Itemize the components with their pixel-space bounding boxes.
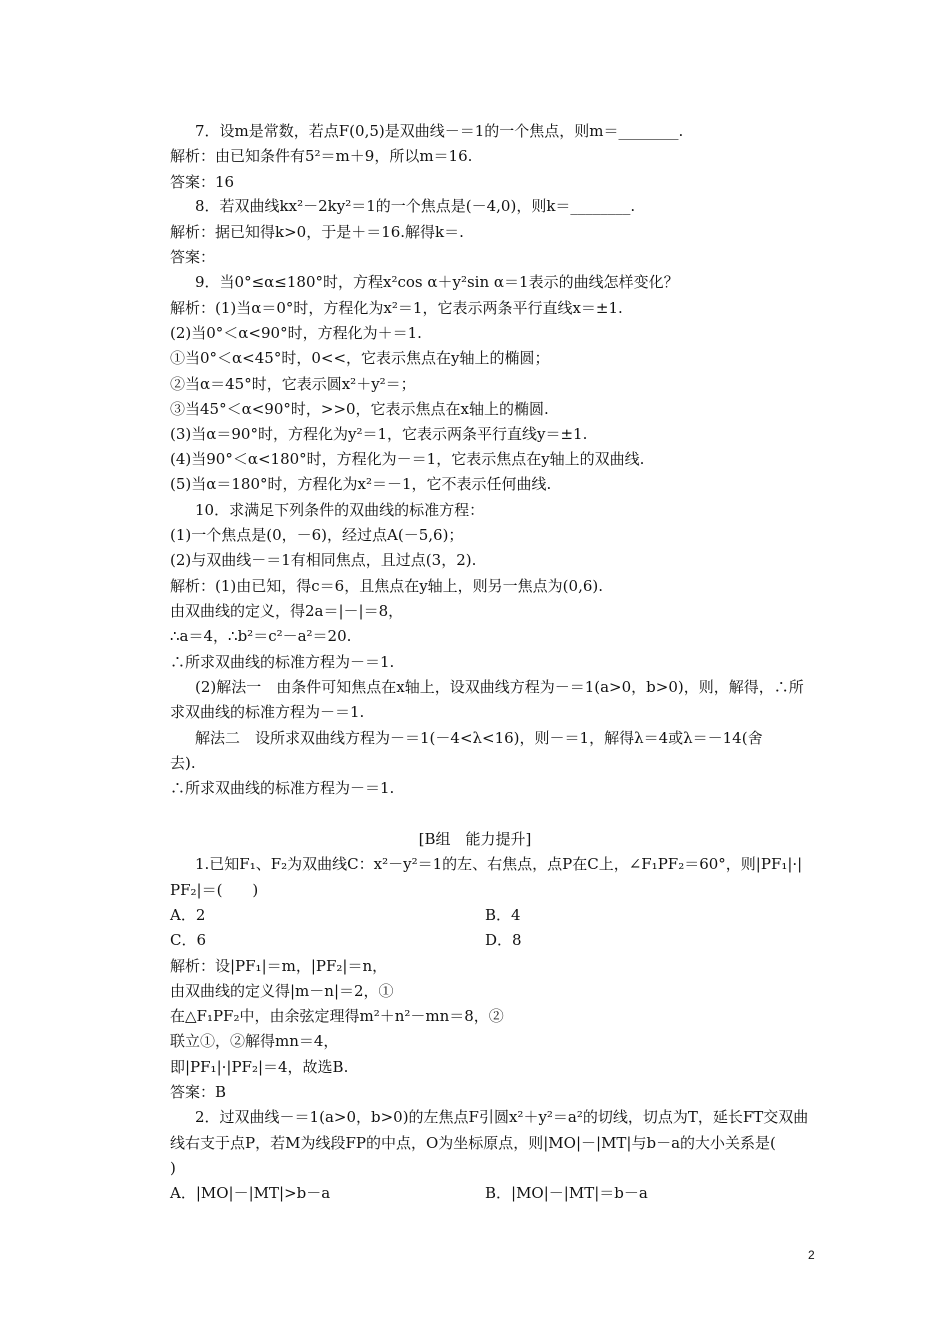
q10-solution-line: 由双曲线的定义，得2a＝|－|＝8， xyxy=(170,602,404,620)
option-a: A．|MO|－|MT|>b－a xyxy=(170,1184,331,1202)
q10-part: (2)与双曲线－＝1有相同焦点，且过点(3，2). xyxy=(170,551,477,569)
q9-solution-line: (3)当α＝90°时，方程化为y²＝1，它表示两条平行直线y＝±1. xyxy=(170,425,588,443)
b1-solution-line: 在△F₁PF₂中，由余弦定理得m²＋n²－mn＝8，② xyxy=(170,1007,504,1025)
q8-stem: 8．若双曲线kx²－2ky²＝1的一个焦点是(－4,0)，则k＝________. xyxy=(195,197,636,215)
b1-solution-line: 解析：设|PF₁|＝m，|PF₂|＝n， xyxy=(170,957,388,975)
option-b: B．4 xyxy=(485,906,521,924)
q8-solution: 解析：据已知得k>0，于是＋＝16.解得k＝. xyxy=(170,223,464,241)
q9-solution-line: (4)当90°＜α<180°时，方程化为－＝1，它表示焦点在y轴上的双曲线. xyxy=(170,450,645,468)
b2-stem: 2．过双曲线－＝1(a>0，b>0)的左焦点F引圆x²＋y²＝a²的切线，切点为T，延长FT交双曲 xyxy=(195,1108,809,1126)
b1-solution-line: 由双曲线的定义得|m－n|＝2，① xyxy=(170,982,394,1000)
page-number: 2 xyxy=(808,1248,815,1262)
b1-answer: 答案：B xyxy=(170,1083,227,1101)
q10-solution-line: 解法二 设所求双曲线方程为－＝1(－4<λ<16)，则－＝1，解得λ＝4或λ＝－14(舍 xyxy=(195,729,763,747)
section-heading: [B组 能力提升] xyxy=(418,830,532,848)
option-c: C．6 xyxy=(170,931,207,949)
b1-solution-line: 即|PF₁|·|PF₂|＝4，故选B. xyxy=(170,1058,349,1076)
q10-solution-line: ∴所求双曲线的标准方程为－＝1. xyxy=(170,779,395,797)
q10-solution-line: 去). xyxy=(170,754,196,772)
q9-solution-line: ③当45°＜α<90°时，>>0，它表示焦点在x轴上的椭圆. xyxy=(170,400,549,418)
q7-stem: 7．设m是常数，若点F(0,5)是双曲线－＝1的一个焦点，则m＝________. xyxy=(195,122,684,140)
q10-solution-line: ∴a＝4，∴b²＝c²－a²＝20. xyxy=(170,627,352,645)
q10-solution-line: 求双曲线的标准方程为－＝1. xyxy=(170,703,365,721)
q10-part: (1)一个焦点是(0，－6)，经过点A(－5,6)； xyxy=(170,526,464,544)
b2-stem: ) xyxy=(170,1159,176,1177)
b1-stem: PF₂|＝( ) xyxy=(170,881,259,899)
b2-stem: 线右支于点P，若M为线段FP的中点，O为坐标原点，则|MO|－|MT|与b－a的大小关系是( xyxy=(170,1134,776,1152)
q7-solution: 解析：由已知条件有5²＝m＋9，所以m＝16. xyxy=(170,147,473,165)
b1-stem: 1.已知F₁、F₂为双曲线C：x²－y²＝1的左、右焦点，点P在C上，∠F₁PF₂＝60°，则|PF₁|·| xyxy=(195,855,803,873)
q8-answer: 答案： xyxy=(170,248,216,266)
option-b: B．|MO|－|MT|＝b－a xyxy=(485,1184,648,1202)
q9-solution-line: ②当α＝45°时，它表示圆x²＋y²＝； xyxy=(170,375,416,393)
q7-answer: 答案：16 xyxy=(170,173,235,191)
q9-solution-line: 解析：(1)当α＝0°时，方程化为x²＝1，它表示两条平行直线x＝±1. xyxy=(170,299,623,317)
q10-solution-line: (2)解法一 由条件可知焦点在x轴上，设双曲线方程为－＝1(a>0，b>0)，则，解得，∴所 xyxy=(195,678,804,696)
q10-solution-line: 解析：(1)由已知，得c＝6，且焦点在y轴上，则另一焦点为(0,6). xyxy=(170,577,603,595)
q9-solution-line: (2)当0°＜α<90°时，方程化为＋＝1. xyxy=(170,324,422,342)
q10-solution-line: ∴所求双曲线的标准方程为－＝1. xyxy=(170,653,395,671)
option-a: A．2 xyxy=(170,906,206,924)
q10-stem: 10．求满足下列条件的双曲线的标准方程： xyxy=(195,501,485,519)
q9-stem: 9．当0°≤α≤180°时，方程x²cos α＋y²sin α＝1表示的曲线怎样变化？ xyxy=(195,273,679,291)
b1-solution-line: 联立①，②解得mn＝4， xyxy=(170,1032,339,1050)
q9-solution-line: ①当0°＜α<45°时，0<<，它表示焦点在y轴上的椭圆； xyxy=(170,349,550,367)
q9-solution-line: (5)当α＝180°时，方程化为x²＝－1，它不表示任何曲线. xyxy=(170,475,552,493)
option-d: D．8 xyxy=(485,931,522,949)
